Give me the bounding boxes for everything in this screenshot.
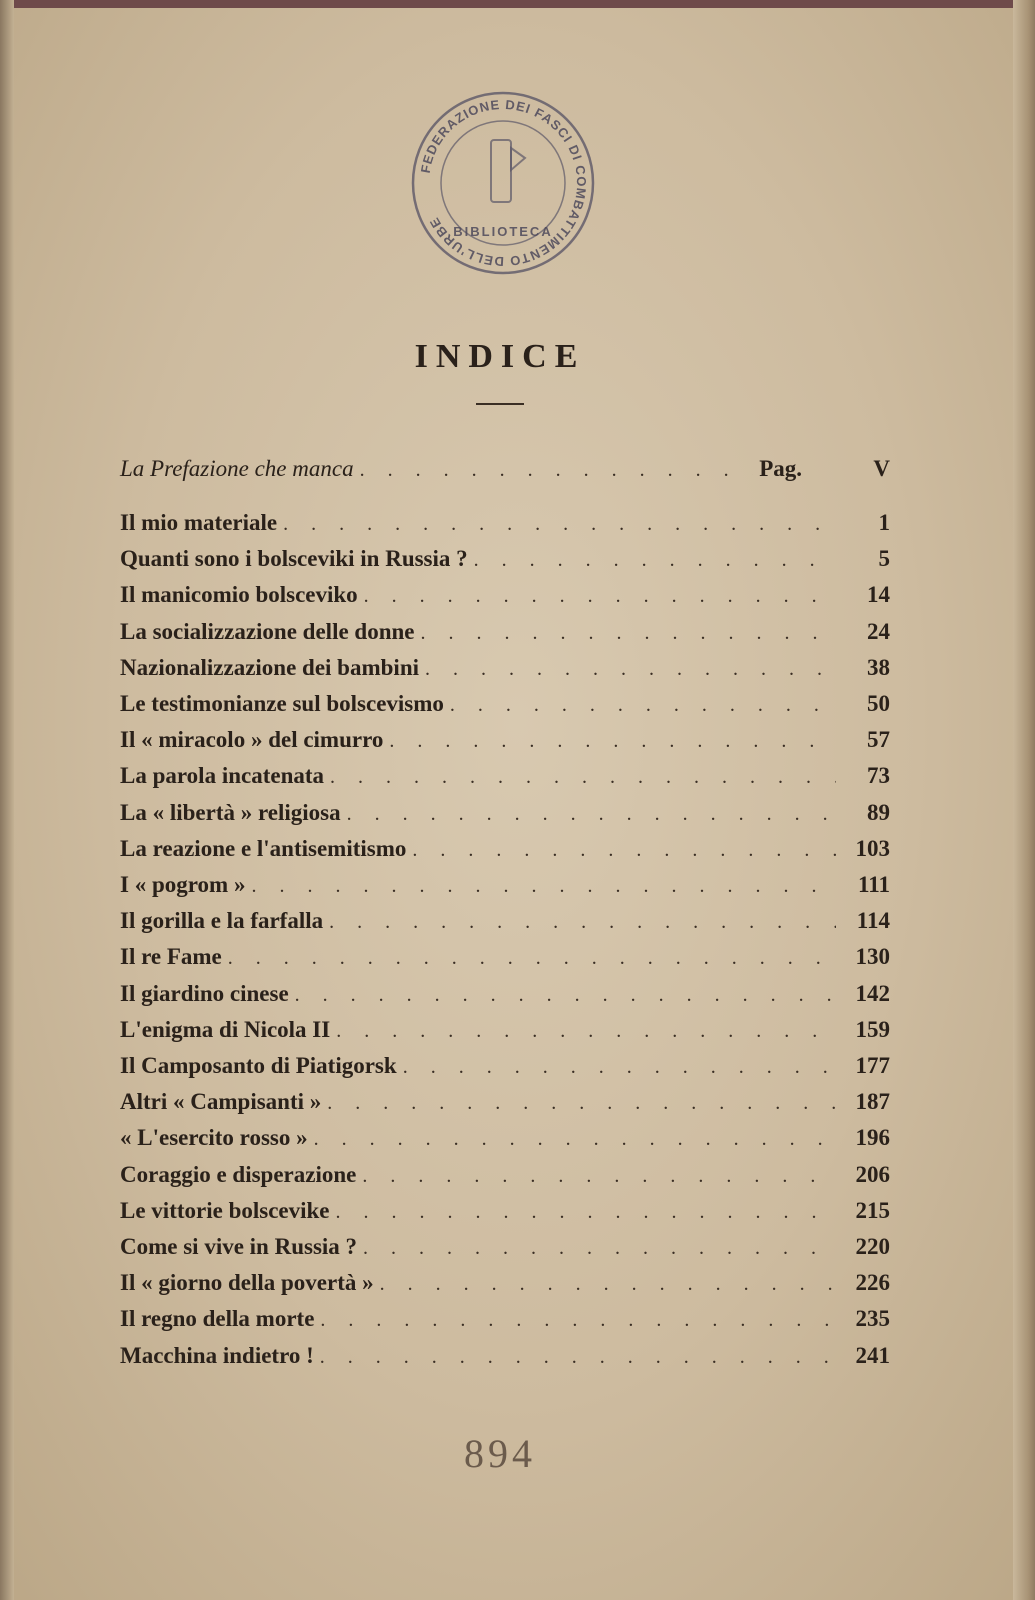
toc-leader-dots	[450, 694, 836, 717]
toc-row	[120, 727, 890, 761]
toc-page-number: 177	[855, 1053, 890, 1078]
toc-leader-dots	[425, 658, 836, 681]
toc-title: Quanti sono i bolsceviki in Russia ?	[120, 546, 468, 572]
toc-row	[120, 510, 890, 544]
toc-title: La Prefazione che manca	[120, 456, 354, 481]
pag-label: Pag.	[759, 456, 802, 481]
toc-row	[120, 546, 890, 580]
toc-page-number: 5	[878, 546, 890, 572]
toc-page-number: 226	[855, 1270, 890, 1296]
toc-title: Il gorilla e la farfalla	[120, 908, 324, 934]
toc-page-number: 235	[855, 1306, 890, 1332]
toc-title: Il manicomio bolsceviko	[120, 582, 358, 608]
toc-leader-dots	[363, 1237, 836, 1260]
toc-leader-dots	[336, 1201, 836, 1224]
toc-row	[120, 836, 890, 870]
toc-title: Il re Fame	[120, 944, 222, 970]
toc-row-preface	[120, 456, 890, 490]
toc-title: Come si vive in Russia ?	[120, 1234, 358, 1259]
toc-leader-dots	[403, 1056, 836, 1079]
toc-leader-dots	[380, 1273, 836, 1296]
toc-leader-dots	[412, 839, 836, 862]
toc-row	[120, 1125, 890, 1159]
toc-leader-dots	[474, 549, 836, 572]
toc-page-number: 1	[878, 510, 890, 535]
toc-row	[120, 1306, 890, 1340]
page-title: INDICE	[414, 338, 586, 375]
toc-leader-dots	[320, 1346, 836, 1369]
top-binding-edge	[0, 0, 1035, 8]
title-divider	[476, 403, 524, 405]
toc-page-number: 57	[867, 727, 890, 753]
toc-row	[120, 1198, 890, 1232]
toc-row	[120, 691, 890, 725]
toc-title: Le vittorie bolscevike	[120, 1197, 330, 1223]
toc-title: I « pogrom »	[120, 872, 246, 897]
right-page-edge	[1013, 0, 1035, 1600]
stamp-inner-text: BIBLIOTECA	[453, 224, 553, 239]
toc-page-number: 24	[867, 618, 890, 644]
toc-title: L'enigma di Nicola II	[120, 1016, 331, 1042]
toc-row	[120, 763, 890, 797]
toc-leader-dots	[251, 875, 836, 898]
toc-page-number: 241	[855, 1342, 890, 1368]
toc-page-number: 38	[867, 654, 890, 680]
toc-row	[120, 981, 890, 1015]
toc-title: Coraggio e disperazione	[120, 1161, 357, 1187]
toc-title: La « libertà » religiosa	[120, 799, 341, 825]
toc-row	[120, 655, 890, 689]
toc-page-number: 142	[855, 980, 890, 1006]
toc-leader-dots	[389, 730, 836, 753]
toc-page-number: 73	[867, 763, 890, 789]
toc-leader-dots	[330, 766, 836, 789]
toc-title: Il mio materiale	[120, 510, 278, 535]
toc-title: Altri « Campisanti »	[120, 1089, 322, 1115]
toc-page-number: 215	[855, 1197, 890, 1223]
toc-row	[120, 872, 890, 906]
toc-title: « L'esercito rosso »	[120, 1125, 308, 1151]
toc-leader-dots	[362, 1165, 836, 1188]
toc-leader-dots	[228, 947, 836, 970]
toc-title: Le testimonianze sul bolscevismo	[120, 691, 444, 716]
toc-row	[120, 582, 890, 616]
toc-row	[120, 619, 890, 653]
toc-title: La socializzazione delle donne	[120, 618, 415, 644]
stamp-outer-text: FEDERAZIONE DEI FASCI DI COMBATTIMENTO DELL'URBE	[417, 96, 590, 270]
svg-text:FEDERAZIONE DEI FASCI DI COMBA	[418, 97, 589, 269]
toc-row	[120, 1234, 890, 1268]
toc-leader-dots	[320, 1309, 836, 1332]
toc-row	[120, 1017, 890, 1051]
toc-leader-dots	[329, 911, 836, 934]
page-folio-number: 894	[464, 1431, 536, 1476]
toc-page-number: 159	[855, 1016, 890, 1042]
toc-row	[120, 1162, 890, 1196]
toc-page-number: 220	[855, 1234, 890, 1259]
toc-title: Il « giorno della povertà »	[120, 1270, 374, 1296]
toc-row	[120, 1053, 890, 1087]
toc-row	[120, 1270, 890, 1304]
toc-page-number: 206	[855, 1161, 890, 1187]
toc-leader-dots	[336, 1020, 836, 1043]
fasces-emblem-icon	[491, 140, 511, 202]
toc-title: La parola incatenata	[120, 763, 325, 789]
left-binding-edge	[0, 0, 14, 1600]
toc-row	[120, 944, 890, 978]
toc-leader-dots	[360, 459, 754, 482]
toc-title: Macchina indietro !	[120, 1342, 314, 1368]
toc-leader-dots	[364, 585, 836, 608]
toc-title: La reazione e l'antisemitismo	[120, 835, 407, 861]
toc-row	[120, 1089, 890, 1123]
library-stamp	[408, 88, 598, 278]
toc-page-number: 196	[855, 1125, 890, 1151]
toc-leader-dots	[314, 1128, 836, 1151]
toc-row	[120, 908, 890, 942]
toc-row	[120, 800, 890, 834]
toc-title: Il giardino cinese	[120, 980, 289, 1006]
toc-leader-dots	[421, 622, 836, 645]
toc-page-number: 50	[867, 691, 890, 716]
toc-page-number: 114	[856, 908, 890, 934]
toc-leader-dots	[347, 803, 836, 826]
toc-title: Il Camposanto di Piatigorsk	[120, 1053, 397, 1078]
toc-leader-dots	[283, 513, 836, 536]
toc-leader-dots	[327, 1092, 836, 1115]
toc-title: Il « miracolo » del cimurro	[120, 727, 384, 753]
toc-leader-dots	[295, 984, 836, 1007]
toc-page-number: 130	[855, 944, 890, 970]
toc-page-number: 187	[855, 1089, 890, 1115]
toc-page-number: 103	[855, 835, 890, 861]
toc-title: Il regno della morte	[120, 1306, 315, 1332]
toc-page-number: 111	[858, 872, 890, 897]
toc-title: Nazionalizzazione dei bambini	[120, 654, 419, 680]
toc-page-number: V	[873, 456, 890, 481]
toc-page-number: 89	[867, 799, 890, 825]
toc-page-number: 14	[867, 582, 890, 608]
toc-row	[120, 1343, 890, 1377]
